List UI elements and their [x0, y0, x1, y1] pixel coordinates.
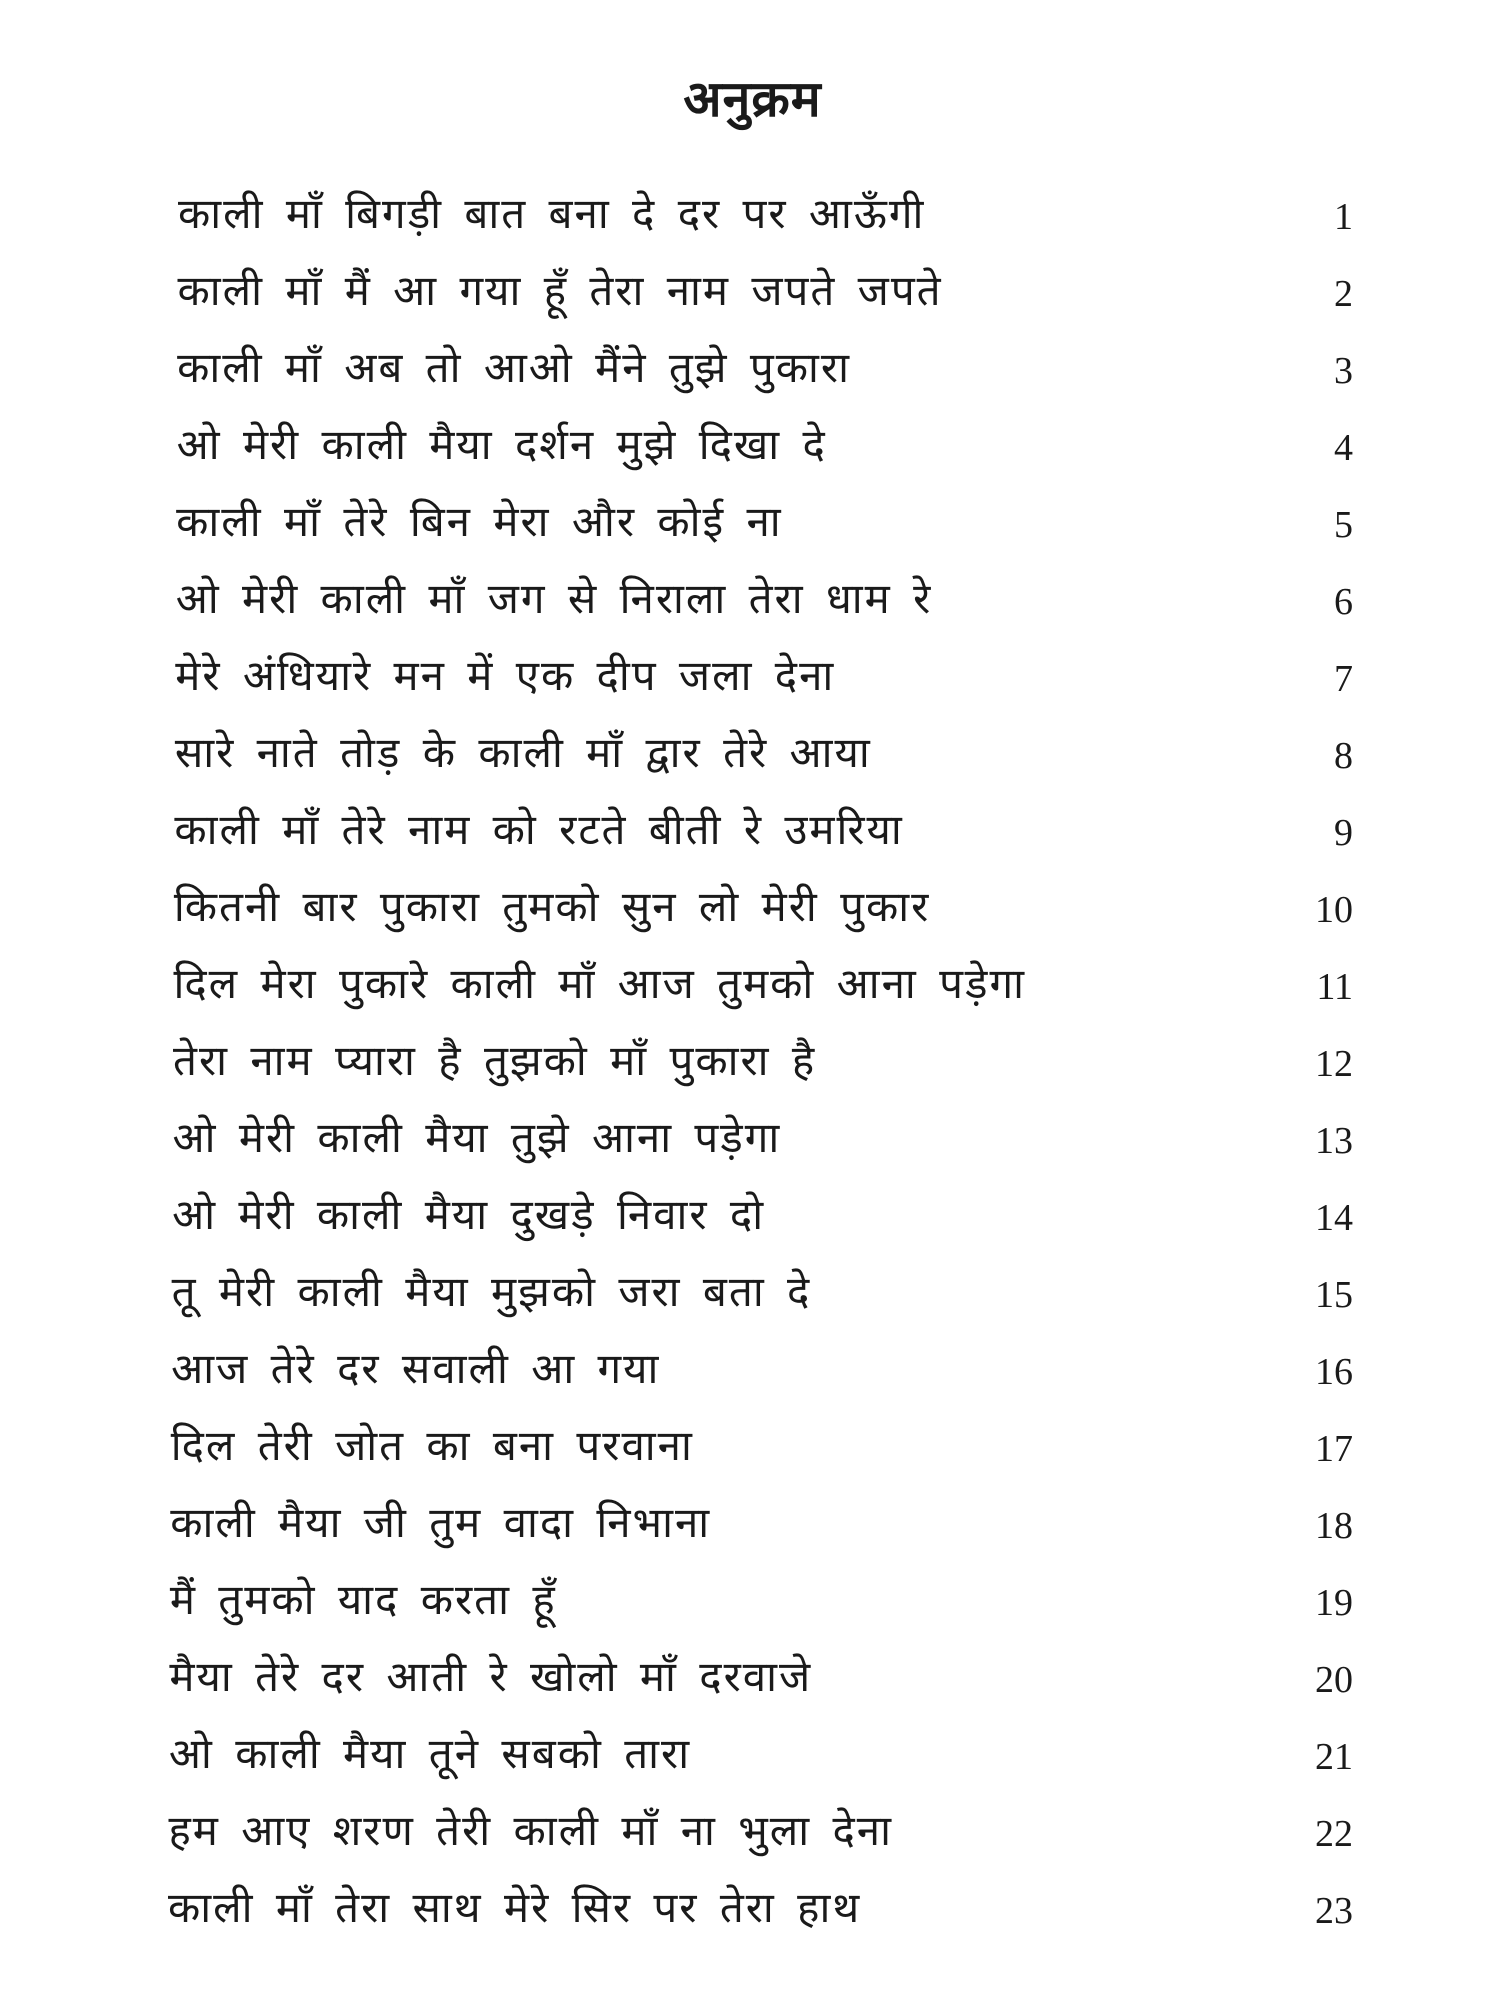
toc-entry-page: 17: [1315, 1428, 1353, 1470]
toc-entry-page: 8: [1334, 735, 1353, 777]
toc-entry-page: 1: [1334, 196, 1353, 238]
toc-entry-page: 21: [1315, 1736, 1353, 1778]
toc-entry-page: 18: [1315, 1505, 1353, 1547]
toc-entry-title: सारे नाते तोड़ के काली माँ द्वार तेरे आया: [174, 728, 872, 777]
toc-entry: [0, 1572, 1505, 1649]
toc-entry: [0, 1110, 1505, 1187]
toc-entry: [0, 1264, 1505, 1341]
toc-entry-title: दिल मेरा पुकारे काली माँ आज तुमको आना पड़ेगा: [173, 959, 1026, 1008]
toc-entry: [0, 571, 1505, 648]
toc-entry-page: 23: [1315, 1890, 1353, 1932]
toc-entry-page: 15: [1315, 1274, 1353, 1316]
toc-entry-title: दिल तेरी जोत का बना परवाना: [170, 1421, 694, 1470]
page-title: अनुक्रम: [683, 69, 822, 128]
toc-entry-page: 9: [1334, 812, 1353, 854]
toc-entry-page: 10: [1315, 889, 1353, 931]
toc-entry-page: 11: [1316, 966, 1353, 1008]
toc-entry: [0, 186, 1505, 263]
toc-entry-title: ओ काली मैया तूने सबको तारा: [168, 1729, 692, 1778]
toc-entry-page: 3: [1334, 350, 1353, 392]
toc-entry: [0, 1726, 1505, 1803]
toc-entry: [0, 956, 1505, 1033]
toc-entry: [0, 1187, 1505, 1264]
toc-entry: [0, 725, 1505, 802]
toc-entry-title: ओ मेरी काली मैया तुझे आना पड़ेगा: [172, 1113, 782, 1162]
toc-entry-title: ओ मेरी काली माँ जग से निराला तेरा धाम रे: [175, 574, 933, 623]
toc-entry-title: आज तेरे दर सवाली आ गया: [171, 1344, 661, 1393]
toc-entry-title: ओ मेरी काली मैया दुखड़े निवार दो: [172, 1190, 766, 1239]
toc-entry-page: 20: [1315, 1659, 1353, 1701]
toc-entry-page: 4: [1334, 427, 1353, 469]
toc-entry-title: काली माँ मैं आ गया हूँ तेरा नाम जपते जपते: [177, 266, 943, 315]
toc-entry: [0, 494, 1505, 571]
toc-entry-title: काली माँ तेरे बिन मेरा और कोई ना: [176, 497, 783, 546]
table-of-contents: [0, 186, 1505, 1957]
toc-entry-page: 12: [1315, 1043, 1353, 1085]
toc-entry: [0, 1341, 1505, 1418]
toc-entry-title: काली माँ बिगड़ी बात बना दे दर पर आऊँगी: [178, 189, 926, 238]
toc-entry-page: 14: [1315, 1197, 1353, 1239]
toc-entry-title: तेरा नाम प्यारा है तुझको माँ पुकारा है: [173, 1036, 817, 1085]
toc-entry-page: 7: [1334, 658, 1353, 700]
toc-entry: [0, 1649, 1505, 1726]
toc-entry-title: तू मेरी काली मैया मुझको जरा बता दे: [171, 1267, 812, 1316]
toc-entry-title: मैं तुमको याद करता हूँ: [169, 1575, 557, 1624]
toc-entry-page: 5: [1334, 504, 1353, 546]
toc-entry-title: हम आए शरण तेरी काली माँ ना भुला देना: [168, 1806, 893, 1855]
toc-entry-title: मेरे अंधियारे मन में एक दीप जला देना: [175, 651, 836, 700]
toc-entry-page: 13: [1315, 1120, 1353, 1162]
toc-entry: [0, 263, 1505, 340]
toc-entry-title: काली माँ तेरे नाम को रटते बीती रे उमरिया: [174, 805, 904, 854]
toc-entry: [0, 648, 1505, 725]
toc-entry-title: कितनी बार पुकारा तुमको सुन लो मेरी पुकार: [173, 882, 931, 931]
toc-entry: [0, 879, 1505, 956]
toc-entry: [0, 1803, 1505, 1880]
toc-entry: [0, 1495, 1505, 1572]
toc-entry: [0, 340, 1505, 417]
toc-entry-title: काली मैया जी तुम वादा निभाना: [170, 1498, 712, 1547]
toc-entry: [0, 1418, 1505, 1495]
toc-entry-title: काली माँ अब तो आओ मैंने तुझे पुकारा: [177, 343, 851, 392]
toc-entry-page: 2: [1334, 273, 1353, 315]
toc-entry-title: मैया तेरे दर आती रे खोलो माँ दरवाजे: [169, 1652, 813, 1701]
toc-entry-page: 22: [1315, 1813, 1353, 1855]
toc-entry-title: ओ मेरी काली मैया दर्शन मुझे दिखा दे: [176, 420, 827, 469]
toc-entry-page: 19: [1315, 1582, 1353, 1624]
toc-entry: [0, 1033, 1505, 1110]
toc-entry-page: 6: [1334, 581, 1353, 623]
toc-entry-title: काली माँ तेरा साथ मेरे सिर पर तेरा हाथ: [168, 1883, 862, 1932]
toc-entry: [0, 802, 1505, 879]
toc-entry: [0, 417, 1505, 494]
toc-entry-page: 16: [1315, 1351, 1353, 1393]
toc-entry: [0, 1880, 1505, 1957]
